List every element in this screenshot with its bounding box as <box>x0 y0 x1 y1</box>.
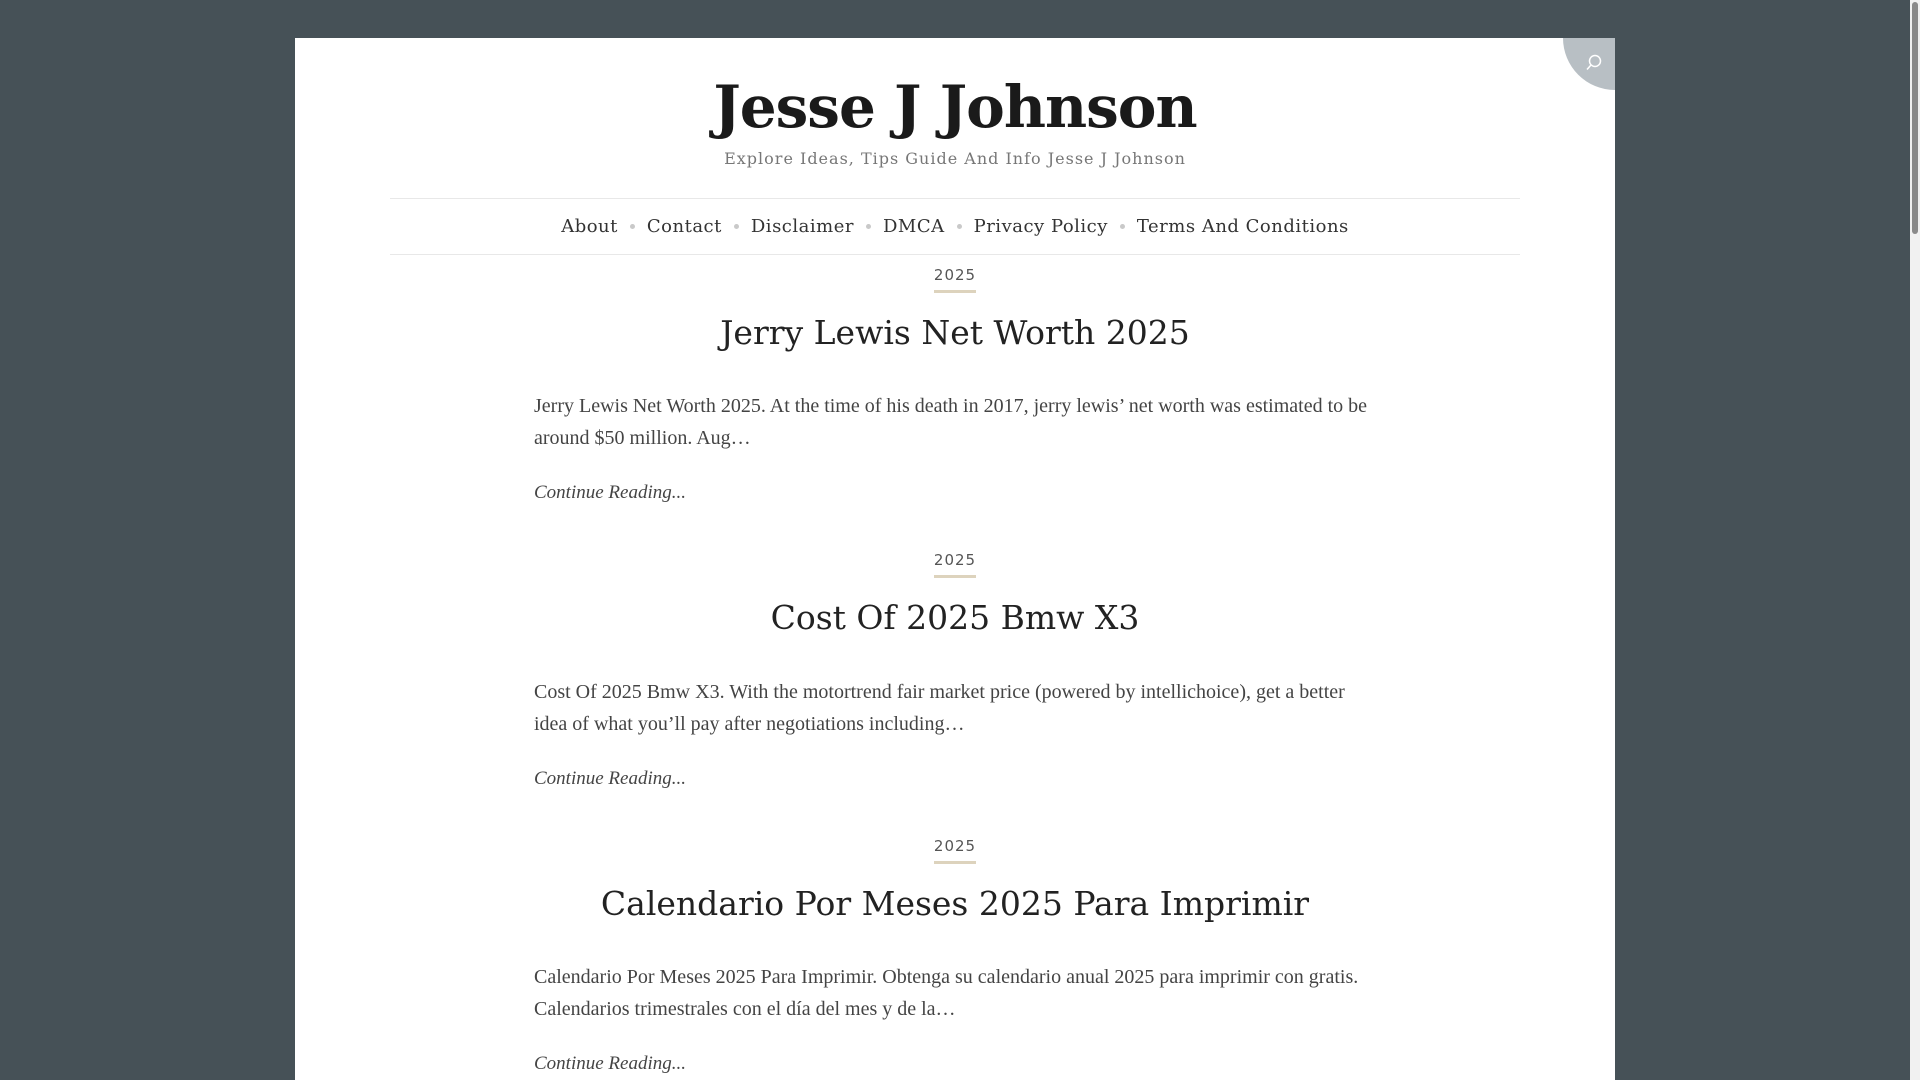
nav-item-terms[interactable]: Terms And Conditions <box>1136 215 1349 237</box>
nav-separator <box>866 224 871 229</box>
continue-reading-link[interactable]: Continue Reading... <box>534 1053 686 1075</box>
nav-item-disclaimer[interactable]: Disclaimer <box>750 215 854 237</box>
post-title[interactable]: Jerry Lewis Net Worth 2025 <box>720 312 1190 352</box>
continue-reading-link[interactable]: Continue Reading... <box>534 482 686 504</box>
nav-item-dmca[interactable]: DMCA <box>882 215 945 237</box>
site-description: Explore Ideas, Tips Guide And Info Jesse J Johnson <box>724 148 1186 168</box>
nav-item-privacy-policy[interactable]: Privacy Policy <box>973 215 1108 237</box>
site-title[interactable]: Jesse J Johnson <box>713 73 1197 141</box>
search-icon <box>1585 54 1603 72</box>
continue-reading-link[interactable]: Continue Reading... <box>534 767 686 789</box>
post-title[interactable]: Calendario Por Meses 2025 Para Imprimir <box>600 883 1310 923</box>
nav-item-contact[interactable]: Contact <box>646 215 722 237</box>
post-item <box>295 550 1615 790</box>
post-item <box>295 836 1615 1076</box>
post-category[interactable]: 2025 <box>934 837 976 864</box>
post-excerpt: Calendario Por Meses 2025 Para Imprimir. Obtenga su calendario anual 2025 para imprimir con gratis. Calendarios trimestrales con el día del mes y de la… <box>534 966 1359 1021</box>
nav-separator <box>1120 224 1125 229</box>
scrollbar-thumb[interactable] <box>1912 2 1918 234</box>
post-item <box>295 265 1615 505</box>
post-title[interactable]: Cost Of 2025 Bmw X3 <box>770 598 1140 638</box>
window-scrollbar[interactable] <box>1910 0 1920 1080</box>
site-header <box>295 38 1615 168</box>
nav-separator <box>957 224 962 229</box>
nav-separator <box>630 224 635 229</box>
main-navigation <box>390 198 1520 255</box>
nav-separator <box>734 224 739 229</box>
post-list <box>295 255 1615 1076</box>
post-excerpt: Jerry Lewis Net Worth 2025. At the time of his death in 2017, jerry lewis’ net worth was estimated to be around $50 million. Aug… <box>534 395 1368 450</box>
post-category[interactable]: 2025 <box>934 266 976 293</box>
post-excerpt: Cost Of 2025 Bmw X3. With the motortrend fair market price (powered by intellichoice), get a better idea of what you’ll pay after negotiations including… <box>534 680 1345 735</box>
page-container <box>295 38 1615 1080</box>
nav-item-about[interactable]: About <box>561 215 618 237</box>
post-category[interactable]: 2025 <box>934 551 976 578</box>
